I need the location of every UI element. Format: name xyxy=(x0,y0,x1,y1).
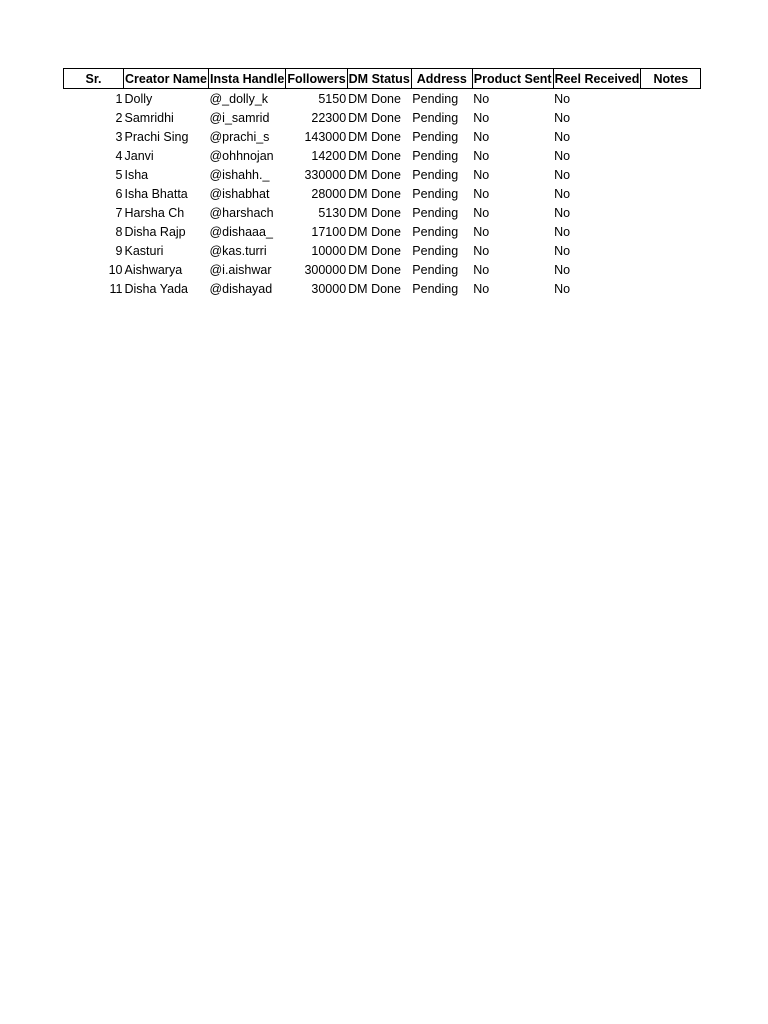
cell-followers[interactable]: 5150 xyxy=(318,91,347,106)
creator-table xyxy=(63,68,701,298)
cell-dm-status[interactable]: DM Done xyxy=(348,281,401,296)
cell-sr[interactable]: 9 xyxy=(115,243,123,258)
cell-insta-handle[interactable]: @harshach xyxy=(209,205,274,220)
col-header-reel-received[interactable]: Reel Received xyxy=(553,69,641,89)
cell-insta-handle[interactable]: @ishabhat xyxy=(209,186,270,201)
cell-sr[interactable]: 8 xyxy=(115,224,123,239)
cell-dm-status[interactable]: DM Done xyxy=(348,129,401,144)
cell-followers[interactable]: 14200 xyxy=(311,148,347,163)
cell-reel-received[interactable]: No xyxy=(554,167,571,182)
col-header-insta-handle[interactable]: Insta Handle xyxy=(208,69,285,89)
cell-reel-received[interactable]: No xyxy=(554,91,571,106)
cell-creator-name[interactable]: Aishwarya xyxy=(124,262,183,277)
cell-creator-name[interactable]: Samridhi xyxy=(124,110,174,125)
cell-sr[interactable]: 3 xyxy=(115,129,123,144)
cell-reel-received[interactable]: No xyxy=(554,205,571,220)
cell-product-sent[interactable]: No xyxy=(473,186,490,201)
cell-sr[interactable]: 6 xyxy=(115,186,123,201)
cell-followers[interactable]: 10000 xyxy=(311,243,347,258)
cell-dm-status[interactable]: DM Done xyxy=(348,148,401,163)
cell-address[interactable]: Pending xyxy=(412,224,459,239)
header-row xyxy=(64,69,701,89)
cell-product-sent[interactable]: No xyxy=(473,110,490,125)
cell-reel-received[interactable]: No xyxy=(554,243,571,258)
cell-product-sent[interactable]: No xyxy=(473,243,490,258)
cell-sr[interactable]: 5 xyxy=(115,167,123,182)
cell-dm-status[interactable]: DM Done xyxy=(348,110,401,125)
table-row xyxy=(64,127,701,146)
table-row xyxy=(64,184,701,203)
cell-address[interactable]: Pending xyxy=(412,148,459,163)
cell-notes[interactable] xyxy=(641,241,701,260)
cell-address[interactable]: Pending xyxy=(412,129,459,144)
cell-insta-handle[interactable]: @dishayad xyxy=(209,281,273,296)
cell-dm-status[interactable]: DM Done xyxy=(348,205,401,220)
cell-address[interactable]: Pending xyxy=(412,110,459,125)
cell-product-sent[interactable]: No xyxy=(473,129,490,144)
cell-followers[interactable]: 17100 xyxy=(311,224,347,239)
cell-followers[interactable]: 143000 xyxy=(304,129,347,144)
cell-address[interactable]: Pending xyxy=(412,262,459,277)
cell-sr[interactable]: 7 xyxy=(115,205,123,220)
cell-insta-handle[interactable]: @ishahh._ xyxy=(209,167,270,182)
cell-creator-name[interactable]: Harsha Ch xyxy=(124,205,185,220)
cell-notes[interactable] xyxy=(641,89,701,109)
cell-notes[interactable] xyxy=(641,108,701,127)
cell-sr[interactable]: 2 xyxy=(115,110,123,125)
table-row xyxy=(64,165,701,184)
cell-address[interactable]: Pending xyxy=(412,167,459,182)
col-header-dm-status[interactable]: DM Status xyxy=(347,69,411,89)
table-row xyxy=(64,89,701,109)
cell-product-sent[interactable]: No xyxy=(473,167,490,182)
cell-reel-received[interactable]: No xyxy=(554,186,571,201)
cell-insta-handle[interactable]: @_dolly_k xyxy=(209,91,269,106)
cell-reel-received[interactable]: No xyxy=(554,281,571,296)
cell-address[interactable]: Pending xyxy=(412,243,459,258)
cell-notes[interactable] xyxy=(641,203,701,222)
cell-sr[interactable]: 10 xyxy=(108,262,123,277)
cell-notes[interactable] xyxy=(641,165,701,184)
cell-notes[interactable] xyxy=(641,184,701,203)
cell-notes[interactable] xyxy=(641,146,701,165)
cell-product-sent[interactable]: No xyxy=(473,148,490,163)
cell-insta-handle[interactable]: @i_samrid xyxy=(209,110,270,125)
col-header-notes[interactable]: Notes xyxy=(641,69,701,89)
cell-followers[interactable]: 22300 xyxy=(311,110,347,125)
table-row xyxy=(64,108,701,127)
col-header-creator-name[interactable]: Creator Name xyxy=(124,69,209,89)
table-row xyxy=(64,203,701,222)
cell-followers[interactable]: 5130 xyxy=(318,205,347,220)
cell-notes[interactable] xyxy=(641,260,701,279)
cell-dm-status[interactable]: DM Done xyxy=(348,186,401,201)
cell-insta-handle[interactable]: @prachi_s xyxy=(209,129,270,144)
table-row xyxy=(64,241,701,260)
cell-dm-status[interactable]: DM Done xyxy=(348,91,401,106)
cell-dm-status[interactable]: DM Done xyxy=(348,262,401,277)
col-header-product-sent[interactable]: Product Sent xyxy=(472,69,553,89)
cell-notes[interactable] xyxy=(641,222,701,241)
cell-dm-status[interactable]: DM Done xyxy=(348,224,401,239)
table-row xyxy=(64,222,701,241)
cell-notes[interactable] xyxy=(641,279,701,298)
cell-address[interactable]: Pending xyxy=(412,281,459,296)
cell-reel-received[interactable]: No xyxy=(554,110,571,125)
cell-creator-name[interactable]: Isha xyxy=(124,167,149,182)
cell-creator-name[interactable]: Janvi xyxy=(124,148,154,163)
cell-insta-handle[interactable]: @kas.turri xyxy=(209,243,267,258)
cell-notes[interactable] xyxy=(641,127,701,146)
table-body xyxy=(64,89,701,299)
cell-product-sent[interactable]: No xyxy=(473,262,490,277)
cell-creator-name[interactable]: Dolly xyxy=(124,91,153,106)
cell-followers[interactable]: 330000 xyxy=(304,167,347,182)
cell-dm-status[interactable]: DM Done xyxy=(348,243,401,258)
cell-reel-received[interactable]: No xyxy=(554,224,571,239)
table-row xyxy=(64,279,701,298)
cell-creator-name[interactable]: Kasturi xyxy=(124,243,164,258)
cell-product-sent[interactable]: No xyxy=(473,224,490,239)
cell-product-sent[interactable]: No xyxy=(473,205,490,220)
cell-reel-received[interactable]: No xyxy=(554,148,571,163)
cell-dm-status[interactable]: DM Done xyxy=(348,167,401,182)
table-row xyxy=(64,146,701,165)
cell-creator-name[interactable]: Prachi Sing xyxy=(124,129,189,144)
cell-product-sent[interactable]: No xyxy=(473,91,490,106)
cell-sr[interactable]: 11 xyxy=(109,281,123,296)
col-header-followers[interactable]: Followers xyxy=(286,69,347,89)
col-header-sr[interactable]: Sr. xyxy=(64,69,124,89)
cell-address[interactable]: Pending xyxy=(412,91,459,106)
cell-creator-name[interactable]: Disha Rajp xyxy=(124,224,186,239)
cell-address[interactable]: Pending xyxy=(412,186,459,201)
cell-reel-received[interactable]: No xyxy=(554,262,571,277)
cell-insta-handle[interactable]: @ohhnojan xyxy=(209,148,274,163)
cell-followers[interactable]: 30000 xyxy=(311,281,347,296)
cell-creator-name[interactable]: Isha Bhatta xyxy=(124,186,188,201)
cell-sr[interactable]: 1 xyxy=(115,91,123,106)
cell-address[interactable]: Pending xyxy=(412,205,459,220)
cell-followers[interactable]: 300000 xyxy=(304,262,347,277)
table-row xyxy=(64,260,701,279)
col-header-address[interactable]: Address xyxy=(411,69,472,89)
cell-reel-received[interactable]: No xyxy=(554,129,571,144)
cell-sr[interactable]: 4 xyxy=(115,148,123,163)
cell-insta-handle[interactable]: @dishaaa_ xyxy=(209,224,273,239)
cell-followers[interactable]: 28000 xyxy=(311,186,347,201)
cell-insta-handle[interactable]: @i.aishwar xyxy=(209,262,272,277)
cell-product-sent[interactable]: No xyxy=(473,281,490,296)
cell-creator-name[interactable]: Disha Yada xyxy=(124,281,188,296)
